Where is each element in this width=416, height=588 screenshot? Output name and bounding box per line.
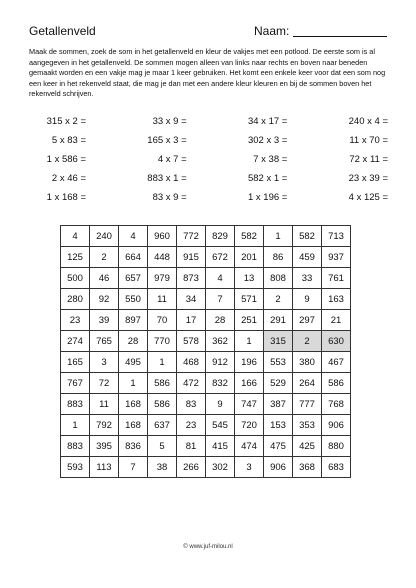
name-underline (293, 36, 387, 37)
grid-cell[interactable]: 163 (322, 289, 351, 310)
grid-cell[interactable]: 761 (322, 268, 351, 289)
grid-cell[interactable]: 1 (235, 331, 264, 352)
grid-cell[interactable]: 768 (322, 394, 351, 415)
grid-cell[interactable]: 770 (148, 331, 177, 352)
grid-cell[interactable]: 28 (119, 331, 148, 352)
grid-cell[interactable]: 550 (119, 289, 148, 310)
grid-cell[interactable]: 468 (177, 352, 206, 373)
grid-cell[interactable]: 529 (264, 373, 293, 394)
grid-cell[interactable]: 46 (90, 268, 119, 289)
grid-cell[interactable]: 586 (148, 394, 177, 415)
grid-cell[interactable]: 593 (61, 457, 90, 478)
grid-cell[interactable]: 4 (61, 226, 90, 247)
grid-cell[interactable]: 672 (206, 247, 235, 268)
sum-spacer (86, 135, 141, 146)
grid-cell[interactable]: 4 (206, 268, 235, 289)
grid-cell[interactable]: 472 (177, 373, 206, 394)
grid-cell[interactable]: 13 (235, 268, 264, 289)
grid-cell[interactable]: 571 (235, 289, 264, 310)
sum-item: 883 x 1 = (147, 173, 187, 184)
sum-item: 315 x 2 = (46, 116, 86, 127)
sum-spacer (187, 154, 242, 165)
grid-cell[interactable]: 168 (119, 415, 148, 436)
grid-cell[interactable]: 153 (264, 415, 293, 436)
sum-spacer (86, 154, 141, 165)
sum-item: 1 x 196 = (247, 192, 288, 203)
grid-cell[interactable]: 474 (235, 436, 264, 457)
grid-cell[interactable]: 368 (293, 457, 322, 478)
footer-credit: © www.juf-milou.nl (183, 544, 233, 550)
grid-cell[interactable]: 274 (61, 331, 90, 352)
grid-cell[interactable]: 280 (61, 289, 90, 310)
sum-spacer (287, 173, 342, 184)
grid-cell[interactable]: 1 (264, 226, 293, 247)
sum-item: 1 x 586 = (46, 154, 86, 165)
grid-cell[interactable]: 380 (293, 352, 322, 373)
grid-cell[interactable]: 883 (61, 394, 90, 415)
grid-cell[interactable]: 264 (293, 373, 322, 394)
grid-cell[interactable]: 166 (235, 373, 264, 394)
grid-cell[interactable]: 168 (119, 394, 148, 415)
grid-cell[interactable]: 832 (206, 373, 235, 394)
grid-cell[interactable]: 266 (177, 457, 206, 478)
grid-row (61, 268, 351, 289)
grid-cell[interactable]: 777 (293, 394, 322, 415)
grid-cell[interactable]: 165 (61, 352, 90, 373)
grid-cell[interactable]: 772 (177, 226, 206, 247)
sum-spacer (86, 116, 141, 127)
grid-cell[interactable]: 113 (90, 457, 119, 478)
grid-cell[interactable]: 11 (148, 289, 177, 310)
name-field[interactable] (254, 24, 387, 38)
grid-cell[interactable]: 125 (61, 247, 90, 268)
grid-cell[interactable]: 1 (119, 373, 148, 394)
grid-cell[interactable]: 1 (148, 352, 177, 373)
grid-cell[interactable]: 459 (293, 247, 322, 268)
sum-spacer (187, 116, 242, 127)
grid-cell[interactable]: 897 (119, 310, 148, 331)
grid-cell[interactable]: 7 (206, 289, 235, 310)
grid-cell[interactable]: 362 (206, 331, 235, 352)
grid-cell[interactable]: 883 (61, 436, 90, 457)
grid-cell[interactable]: 196 (235, 352, 264, 373)
grid-cell[interactable]: 72 (90, 373, 119, 394)
grid-cell[interactable]: 836 (119, 436, 148, 457)
sum-item: 5 x 83 = (51, 135, 86, 146)
sum-spacer (287, 116, 342, 127)
sum-item: 23 x 39 = (348, 173, 388, 184)
grid-row (61, 226, 351, 247)
grid-cell[interactable]: 23 (177, 415, 206, 436)
grid-cell[interactable]: 630 (322, 331, 351, 352)
grid-cell[interactable]: 251 (235, 310, 264, 331)
grid-cell[interactable]: 960 (148, 226, 177, 247)
grid-cell[interactable]: 582 (235, 226, 264, 247)
grid-cell[interactable]: 23 (61, 310, 90, 331)
grid-cell[interactable]: 873 (177, 268, 206, 289)
grid-row (61, 436, 351, 457)
grid-cell[interactable]: 353 (293, 415, 322, 436)
grid-cell[interactable]: 906 (322, 415, 351, 436)
grid-cell[interactable]: 7 (119, 457, 148, 478)
sum-spacer (287, 192, 342, 203)
grid-cell[interactable]: 467 (322, 352, 351, 373)
grid-cell[interactable]: 201 (235, 247, 264, 268)
sum-item: 33 x 9 = (152, 116, 187, 127)
sum-item: 7 x 38 = (253, 154, 288, 165)
grid-cell[interactable]: 545 (206, 415, 235, 436)
grid-cell[interactable]: 664 (119, 247, 148, 268)
sum-item: 83 x 9 = (152, 192, 187, 203)
grid-cell[interactable]: 3 (235, 457, 264, 478)
number-field-grid (60, 225, 351, 478)
sum-item: 240 x 4 = (348, 116, 388, 127)
grid-cell[interactable]: 720 (235, 415, 264, 436)
sum-item: 1 x 168 = (46, 192, 86, 203)
grid-cell[interactable]: 297 (293, 310, 322, 331)
sum-item: 72 x 11 = (349, 154, 388, 165)
grid-cell[interactable]: 808 (264, 268, 293, 289)
sum-spacer (187, 192, 242, 203)
grid-row (61, 310, 351, 331)
sum-item: 34 x 17 = (247, 116, 288, 127)
grid-cell[interactable]: 713 (322, 226, 351, 247)
grid-cell[interactable]: 39 (90, 310, 119, 331)
sum-item: 4 x 7 = (157, 154, 187, 165)
grid-cell[interactable]: 86 (264, 247, 293, 268)
grid-cell[interactable]: 578 (177, 331, 206, 352)
grid-cell[interactable]: 582 (293, 226, 322, 247)
grid-cell[interactable]: 792 (90, 415, 119, 436)
grid-cell[interactable]: 937 (322, 247, 351, 268)
grid-cell[interactable]: 553 (264, 352, 293, 373)
grid-cell[interactable]: 3 (90, 352, 119, 373)
sum-item: 11 x 70 = (349, 135, 388, 146)
grid-cell[interactable]: 315 (264, 331, 293, 352)
grid-cell[interactable]: 302 (206, 457, 235, 478)
grid-cell[interactable]: 5 (148, 436, 177, 457)
grid-row (61, 457, 351, 478)
grid-cell[interactable]: 17 (177, 310, 206, 331)
grid-cell[interactable]: 906 (264, 457, 293, 478)
sum-spacer (287, 135, 342, 146)
sum-spacer (187, 173, 242, 184)
grid-cell[interactable]: 291 (264, 310, 293, 331)
grid-cell[interactable]: 425 (293, 436, 322, 457)
sum-item: 2 x 46 = (51, 173, 86, 184)
grid-cell[interactable]: 34 (177, 289, 206, 310)
grid-cell[interactable]: 475 (264, 436, 293, 457)
grid-cell[interactable]: 9 (206, 394, 235, 415)
grid-cell[interactable]: 765 (90, 331, 119, 352)
grid-cell[interactable]: 387 (264, 394, 293, 415)
grid-cell[interactable]: 2 (293, 331, 322, 352)
grid-cell[interactable]: 11 (90, 394, 119, 415)
grid-row (61, 373, 351, 394)
grid-cell[interactable]: 33 (293, 268, 322, 289)
grid-cell[interactable]: 81 (177, 436, 206, 457)
grid-row (61, 352, 351, 373)
grid-cell[interactable]: 912 (206, 352, 235, 373)
grid-cell[interactable]: 979 (148, 268, 177, 289)
name-label: Naam: (254, 24, 290, 38)
instructions-text: Maak de sommen, zoek de som in het getallenveld en kleur de vakjes met een potlood. De eerste som is al aangegeven in het getallenveld. De sommen mogen alleen van links naar rechts en boven naar beneden gemaakt worden en een vakje mag je maar 1 keer gebruiken. Het komt een enkele keer voor dat een som nog een keer in het rekenveld staat, die mag je dan met een andere kleur kleuren en bij de sommen boven het rekenveld schrijven. (29, 47, 386, 99)
grid-cell[interactable]: 240 (90, 226, 119, 247)
grid-row (61, 331, 351, 352)
grid-cell[interactable]: 586 (322, 373, 351, 394)
sum-spacer (86, 173, 141, 184)
grid-cell[interactable]: 4 (119, 226, 148, 247)
grid-cell[interactable]: 637 (148, 415, 177, 436)
grid-cell[interactable]: 2 (90, 247, 119, 268)
sum-spacer (287, 154, 342, 165)
sum-spacer (187, 135, 242, 146)
grid-row (61, 247, 351, 268)
sum-item: 165 x 3 = (147, 135, 187, 146)
sum-item: 582 x 1 = (247, 173, 288, 184)
grid-cell[interactable]: 92 (90, 289, 119, 310)
grid-cell[interactable]: 395 (90, 436, 119, 457)
grid-cell[interactable]: 1 (61, 415, 90, 436)
sum-item: 4 x 125 = (348, 192, 388, 203)
grid-cell[interactable]: 83 (177, 394, 206, 415)
page-title: Getallenveld (29, 24, 96, 38)
grid-cell[interactable]: 495 (119, 352, 148, 373)
sum-spacer (86, 192, 141, 203)
sums-list (40, 116, 388, 203)
grid-cell[interactable]: 21 (322, 310, 351, 331)
grid-cell[interactable]: 586 (148, 373, 177, 394)
grid-cell[interactable]: 2 (264, 289, 293, 310)
grid-cell[interactable]: 880 (322, 436, 351, 457)
grid-cell[interactable]: 9 (293, 289, 322, 310)
grid-cell[interactable]: 657 (119, 268, 148, 289)
grid-cell[interactable]: 415 (206, 436, 235, 457)
grid-cell[interactable]: 829 (206, 226, 235, 247)
grid-cell[interactable]: 915 (177, 247, 206, 268)
grid-row (61, 394, 351, 415)
grid-cell[interactable]: 683 (322, 457, 351, 478)
grid-cell[interactable]: 500 (61, 268, 90, 289)
grid-cell[interactable]: 767 (61, 373, 90, 394)
grid-cell[interactable]: 70 (148, 310, 177, 331)
grid-cell[interactable]: 28 (206, 310, 235, 331)
grid-row (61, 415, 351, 436)
grid-cell[interactable]: 38 (148, 457, 177, 478)
grid-cell[interactable]: 448 (148, 247, 177, 268)
sum-item: 302 x 3 = (247, 135, 288, 146)
grid-row (61, 289, 351, 310)
grid-cell[interactable]: 747 (235, 394, 264, 415)
